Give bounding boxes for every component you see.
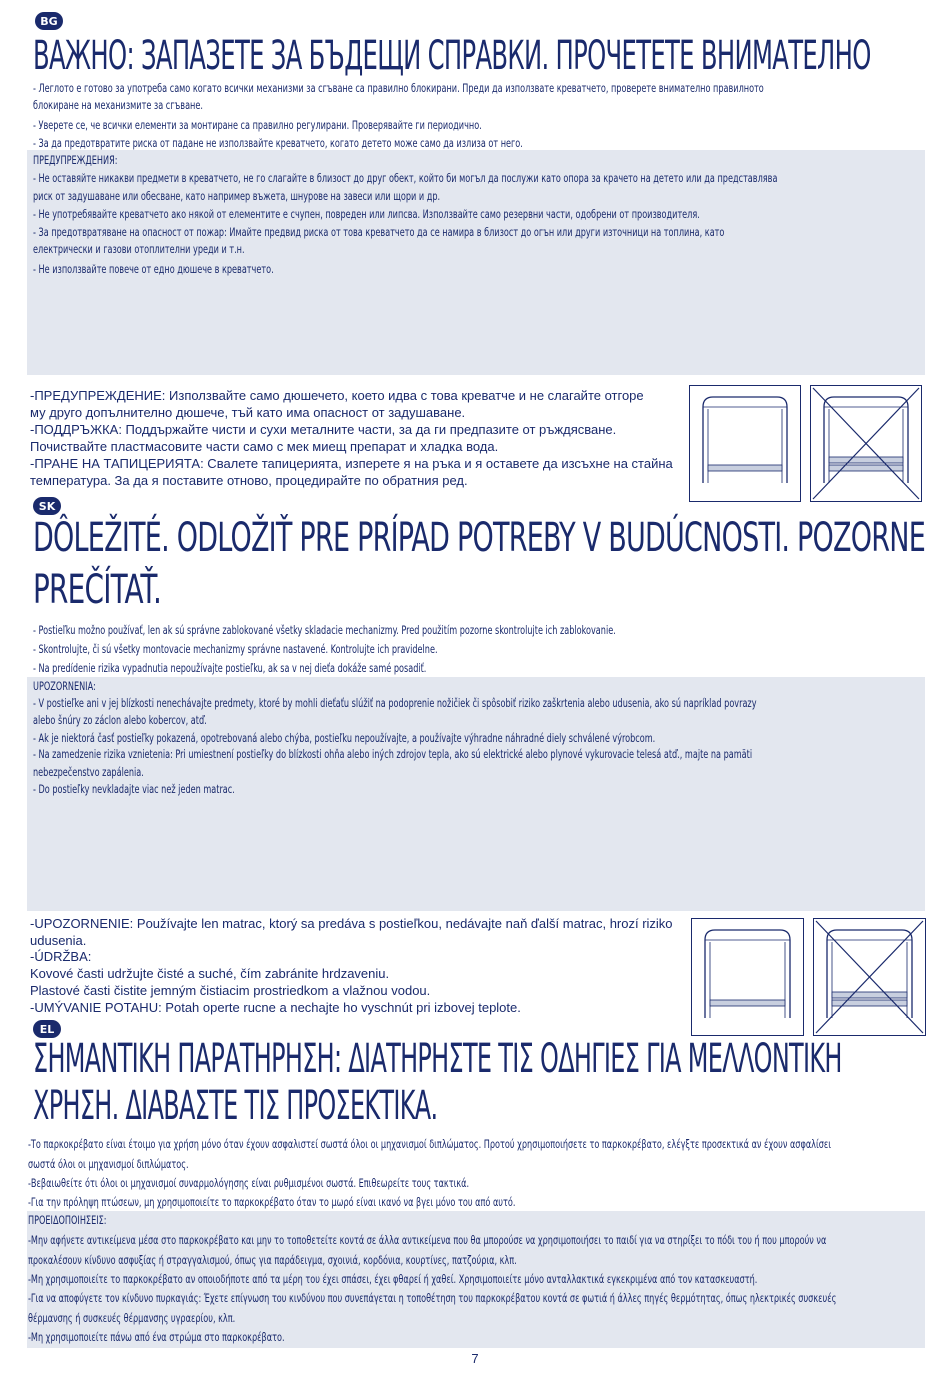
sk-intro-line: - Skontrolujte, či sú všetky montovacie mechanizmy správne nastavené. Kontrolujte ich pravidelne. (33, 643, 438, 656)
bg-plain-line: му друго допълнително дюшече, тъй като има опасност от задушаване. (30, 405, 466, 420)
cot-one-mattress-illustration (691, 918, 804, 1036)
el-warning-line: -Μη χρησιμοποιείτε το παρκοκρέβατο αν οποιοδήποτε από τα μέρη του έχει σπάσει, έχει φθαρεί ή χαθεί. Χρησιμοποιείτε μόνο ανταλλακτικά εγκεκριμένα από τον κατασκευαστή. (28, 1273, 758, 1286)
bg-intro-line: блокиране на механизмите за сгъване. (33, 99, 203, 112)
bg-warning-line: електрически и газови отоплителни уреди и т.н. (33, 243, 245, 256)
sk-plain-line: udusenia. (30, 933, 87, 948)
language-badge-sk: SK (33, 497, 61, 515)
bg-warning-line: - Не използвайте повече от едно дюшече в креватчето. (33, 263, 274, 276)
el-intro-line: -Το παρκοκρέβατο είναι έτοιμο για χρήση μόνο όταν έχουν ασφαλιστεί σωστά όλοι οι μηχανισμοί διπλώματος. Προτού χρησιμοποιήσετε το παρκοκρέβατο, ελέγξτε προσεκτικά αν έχουν ασφαλίσει (28, 1138, 832, 1151)
sk-intro-line: - Postieľku možno používať, len ak sú správne zablokované všetky skladacie mechanizmy. Pred použitím pozorne skontrolujte ich zablokovanie. (33, 624, 616, 637)
bg-warning-line: риск от задушаване или обесване, като например въжета, шнурове на завеси или щори и др. (33, 190, 441, 203)
el-title-line-2: ΧΡΗΣΗ. ΔΙΑΒΑΣΤΕ ΤΙΣ ΠΡΟΣΕΚΤΙΚΑ. (33, 1083, 438, 1129)
cot-two-mattresses-crossed-illustration (810, 385, 922, 502)
bg-plain-line: температура. За да я поставите отново, процедирайте по обратния ред. (30, 473, 468, 488)
sk-plain-line: -UPOZORNENIE: Používajte len matrac, ktorý sa predáva s postieľkou, nedávajte naň ďalší matrac, hrozí riziko (30, 916, 673, 931)
el-warning-line: -Μην αφήνετε αντικείμενα μέσα στο παρκοκρέβατο και μην το τοποθετείτε κοντά σε άλλα αντικείμενα που θα μπορούσε να χρησιμοποιήσει το παιδί για να στηρίξει το πόδι του ή που μπορούν να (28, 1234, 827, 1247)
el-warning-line: ΠΡΟΕΙΔΟΠΟΙΗΣΕΙΣ: (28, 1214, 107, 1227)
el-intro-line: -Βεβαιωθείτε ότι όλοι οι μηχανισμοί συναρμολόγησης είναι ρυθμισμένοι σωστά. Επιθεωρείτε τους τακτικά. (28, 1177, 470, 1190)
bg-plain-line: -ПРАНЕ НА ТАПИЦЕРИЯТА: Свалете тапицерията, изперете я на ръка и я оставете да изсъхне на стайна (30, 456, 673, 471)
language-badge-el: EL (33, 1020, 61, 1038)
bg-warning-line: - Не употребявайте креватчето ако някой от елементите е счупен, повреден или липсва. Използвайте само резервни части, одобрени от производителя. (33, 208, 700, 221)
sk-plain-line: Kovové časti udržujte čisté a suché, čím zabránite hrdzaveniu. (30, 966, 390, 981)
bg-intro-line: - Уверете се, че всички елементи за монтиране са правилно регулирани. Проверявайте ги периодично. (33, 119, 482, 132)
sk-warning-line: - Na zamedzenie rizika vznietenia: Pri umiestnení postieľky do blízkosti ohňa alebo iných zdrojov tepla, ako sú elektrické alebo plynové vykurovacie telesá atď., majte na pamäti (33, 748, 753, 761)
bg-warning-line: ПРЕДУПРЕЖДЕНИЯ: (33, 154, 118, 167)
sk-plain-line: -UMÝVANIE POTAHU: Potah operte rucne a nechajte ho vyschnút pri izbovej teplote. (30, 1000, 521, 1015)
sk-warning-line: - Do postieľky nevkladajte viac než jeden matrac. (33, 783, 235, 796)
page-number: 7 (471, 1351, 479, 1366)
bg-plain-line: -ПОДДРЪЖКА: Поддържайте чисти и сухи металните части, за да ги предпазите от ръждясване. (30, 422, 617, 437)
sk-title-line-1: DÔLEŽITÉ. ODLOŽIŤ PRE PRÍPAD POTREBY V BUDÚCNOSTI. POZORNE (33, 515, 926, 561)
bg-title: ВАЖНО: ЗАПАЗЕТЕ ЗА БЪДЕЩИ СПРАВКИ. ПРОЧЕТЕТЕ ВНИМАТЕЛНО (33, 33, 871, 79)
sk-warning-line: nebezpečenstvo zapálenia. (33, 766, 144, 779)
sk-warning-line: UPOZORNENIA: (33, 680, 96, 693)
bg-plain-line: -ПРЕДУПРЕЖДЕНИЕ: Използвайте само дюшечето, което идва с това креватче и не слагайте отгоре (30, 388, 644, 403)
cot-two-mattresses-crossed-illustration (813, 918, 926, 1036)
bg-intro-line: - Леглото е готово за употреба само когато всички механизми за сгъване са правилно блокирани. Преди да използвате креватчето, проверете внимателно правилното (33, 82, 764, 95)
bg-plain-line: Почиствайте пластмасовите части само с мек миещ препарат и хладка вода. (30, 439, 499, 454)
bg-warning-line: - Не оставяйте никакви предмети в креватчето, не го слагайте в близост до друг обект, който би могъл да послужи като опора за крачето на детето или да представлява (33, 172, 778, 185)
cot-one-mattress-illustration (689, 385, 801, 502)
sk-warning-line: - Ak je niektorá časť postieľky pokazená, opotrebovaná alebo chýba, postieľku nepoužívajte, a používajte výhradne náhradné diely schválené výrobcom. (33, 732, 656, 745)
bg-warning-line: - За предотвратяване на опасност от пожар: Имайте предвид риска от това креватчето да се намира в близост до огън или други източници на топлина, като (33, 226, 725, 239)
sk-plain-line: -ÚDRŽBA: (30, 949, 92, 964)
el-warning-line: -Για να αποφύγετε τον κίνδυνο πυρκαγιάς: Έχετε επίγνωση του κινδύνου που συνεπάγεται η τοποθέτηση του παρκοκρέβατου κοντά σε φωτιά ή άλλες πηγές θερμότητας, όπως ηλεκτρικές συσκευές (28, 1292, 837, 1305)
sk-title-line-2: PREČÍTAŤ. (33, 567, 162, 613)
sk-warning-line: - V postieľke ani v jej blízkosti nenechávajte predmety, ktoré by mohli dieťaťu slúžiť na podoprenie nožičiek či spôsobiť riziko zaškrtenia alebo udusenia, ako sú napríklad povrazy (33, 697, 757, 710)
el-warning-line: προκαλέσουν κίνδυνο ασφυξίας ή στραγγαλισμού, όπως για παράδειγμα, σχοινιά, κορδόνια, κουρτίνες, πατζούρια, κλπ. (28, 1254, 517, 1267)
sk-intro-line: - Na predídenie rizika vypadnutia nepoužívajte postieľku, ak sa v nej dieťa dokáže samé posadiť. (33, 662, 427, 675)
el-warning-line: -Μη χρησιμοποιείτε πάνω από ένα στρώμα στο παρκοκρέβατο. (28, 1331, 285, 1344)
el-warning-line: θέρμανσης ή συσκευές θέρμανσης υγραερίου, κλπ. (28, 1312, 236, 1325)
el-title-line-1: ΣΗΜΑΝΤΙΚΗ ΠΑΡΑΤΗΡΗΣΗ: ΔΙΑΤΗΡΗΣΤΕ ΤΙΣ ΟΔΗΓΙΕΣ ΓΙΑ ΜΕΛΛΟΝΤΙΚΗ (33, 1036, 842, 1082)
el-intro-line: -Για την πρόληψη πτώσεων, μη χρησιμοποιείτε το παρκοκρέβατο όταν το μωρό είναι ικανό να βγει μόνο του από αυτό. (28, 1196, 516, 1209)
language-badge-bg: BG (35, 12, 63, 30)
sk-plain-line: Plastové časti čistite jemným čistiacim prostriedkom a vlažnou vodou. (30, 983, 431, 998)
el-intro-line: σωστά όλοι οι μηχανισμοί διπλώματος. (28, 1158, 189, 1171)
bg-intro-line: - За да предотвратите риска от падане не използвайте креватчето, когато детето може само да излиза от него. (33, 137, 523, 150)
sk-warning-line: alebo šnúry zo záclon alebo kobercov, atď. (33, 714, 207, 727)
